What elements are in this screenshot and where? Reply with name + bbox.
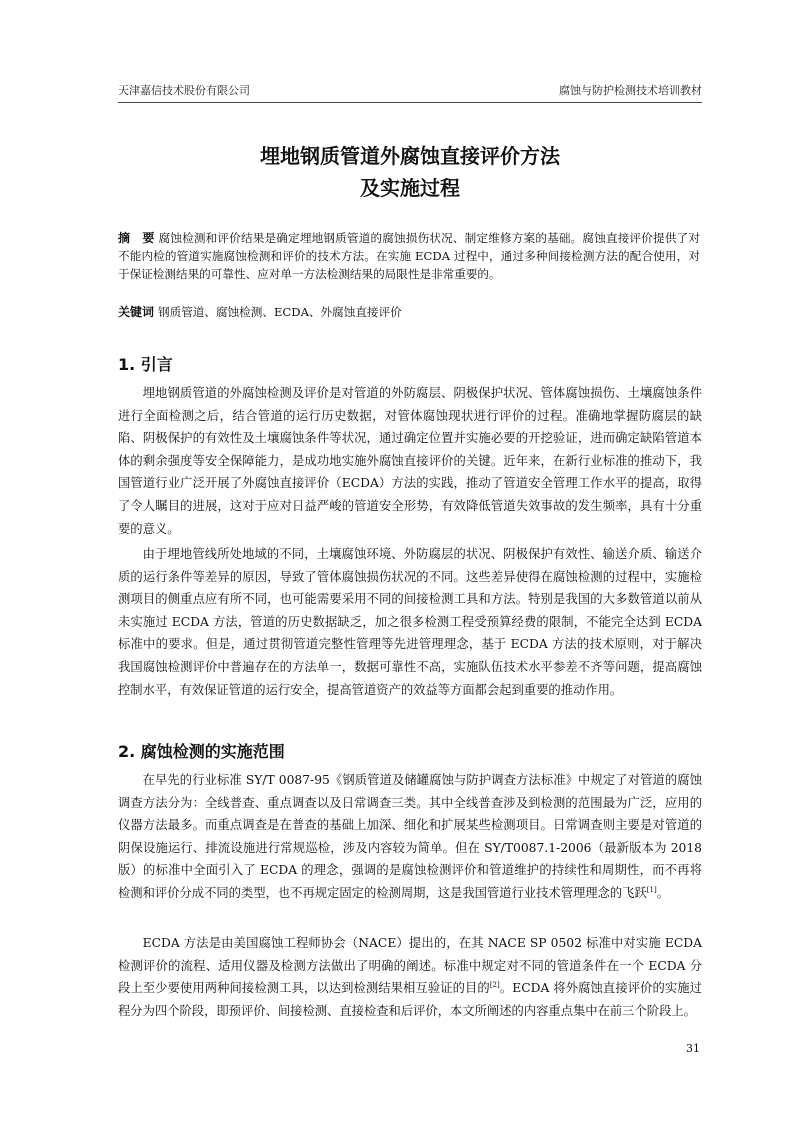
paper-title-line-1: 埋地钢质管道外腐蚀直接评价方法: [260, 144, 560, 168]
keywords: [118, 303, 700, 321]
keywords-text: 钢质管道、腐蚀检测、ECDA、外腐蚀直接评价: [158, 305, 402, 319]
paragraph: 埋地钢质管道的外腐蚀检测及评价是对管道的外防腐层、阴极保护状况、管体腐蚀损伤、土壤腐蚀条件进行全面检测之后，结合管道的运行历史数据，对管体腐蚀现状进行评价的过程。准确地掌握防腐层的缺陷、阴极保护的有效性及土壤腐蚀条件等状况，通过确定位置并实施必要的开挖验证，进而确定缺陷管道本体的剩余强度等安全保障能力，是成功地实施外腐蚀直接评价的关键。近年来，在新行业标准的推动下，我国管道行业广泛开展了外腐蚀直接评价（ECDA）方法的实践，推动了管道安全管理工作水平的提高，取得了令人瞩目的进展，这对于应对日益严峻的管道安全形势，有效降低管道失效事故的发生频率，具有十分重要的意义。: [118, 386, 702, 536]
paper-title-line-2: 及实施过程: [360, 176, 460, 200]
section-heading-scope: 2. 腐蚀检测的实施范围: [118, 742, 285, 761]
abstract-text: 腐蚀检测和评价结果是确定埋地钢质管道的腐蚀损伤状况、制定维修方案的基础。腐蚀直接评价提供了对不能内检的管道实施腐蚀检测和评价的技术方法。在实施 ECDA 过程中，通过多种间接检测方法的配合使用，对于保证检测结果的可靠性、应对单一方法检测结果的局限性是非常重要的。: [118, 231, 700, 281]
citation-ref: [2]: [489, 981, 500, 990]
paragraph-text: 在早先的行业标准 SY/T 0087-95《钢质管道及储罐腐蚀与防护调查方法标准》中规定了对管道的腐蚀调查方法分为：全线普查、重点调查以及日常调查三类。其中全线普查涉及到检测的范围最为广泛，应用的仪器方法最多。而重点调查是在普查的基础上加深、细化和扩展某些检测项目。日常调查则主要是对管道的阴保设施运行、排流设施进行常规巡检，涉及内容较为简单。但在 SY/T0087.1-2006（最新版本为 2018 版）的标准中全面引入了 ECDA 的理念，强调的是腐蚀检测评价和管道维护的持续性和周期性，而不再将检测和评价分成不同的类型，也不再规定固定的检测周期，这是我国管道行业技术管理理念的飞跃: [118, 773, 702, 900]
paragraph: [118, 769, 702, 905]
paragraph-text: 。: [656, 885, 670, 900]
paragraph-text: 。ECDA 将外腐蚀直接评价的实施过程分为四个阶段，即预评价、间接检测、直接检查和后评价，本文所阐述的内容重点集中在前三个阶段上。: [118, 981, 702, 1018]
section-heading-introduction: 1. 引言: [118, 355, 173, 374]
citation-ref: [1]: [646, 885, 657, 894]
abstract-label: 摘 要: [118, 231, 155, 245]
paragraph: [118, 932, 702, 1022]
header-organization: 天津嘉信技术股份有限公司: [118, 84, 250, 97]
page-number: 31: [686, 1042, 700, 1055]
keywords-label: 关键词: [118, 305, 155, 319]
paragraph: 由于埋地管线所处地域的不同，土壤腐蚀环境、外防腐层的状况、阴极保护有效性、输送介质、输送介质的运行条件等差异的原因，导致了管体腐蚀损伤状况的不同。这些差异使得在腐蚀检测的过程中，实施检测项目的侧重点应有所不同，也可能需要采用不同的间接检测工具和方法。特别是我国的大多数管道以前从未实施过 ECDA 方法，管道的历史数据缺乏，加之很多检测工程受预算经费的限制，不能完全达到 ECDA 标准中的要求。但是，通过贯彻管道完整性管理等先进管理理念，基于 ECDA 方法的技术原则，对于解决我国腐蚀检测评价中普遍存在的方法单一，数据可靠性不高，实施队伍技术水平参差不齐等问题，提高腐蚀控制水平，有效保证管道的运行安全，提高管道资产的效益等方面都会起到重要的推动作用。: [118, 547, 702, 697]
header-book-title: 腐蚀与防护检测技术培训教材: [559, 84, 702, 97]
abstract: [118, 229, 700, 283]
paragraph-text: ECDA 方法是由美国腐蚀工程师协会（NACE）提出的，在其 NACE SP 0502 标准中对实施 ECDA 检测评价的流程、适用仪器及检测方法做出了明确的阐述。标准中规定对不同的管道条件在一个 ECDA 分段上至少要使用两种间接检测工具，以达到检测结果相互验证的目的: [118, 936, 702, 996]
running-header: [118, 84, 702, 102]
header-divider: [118, 102, 702, 103]
